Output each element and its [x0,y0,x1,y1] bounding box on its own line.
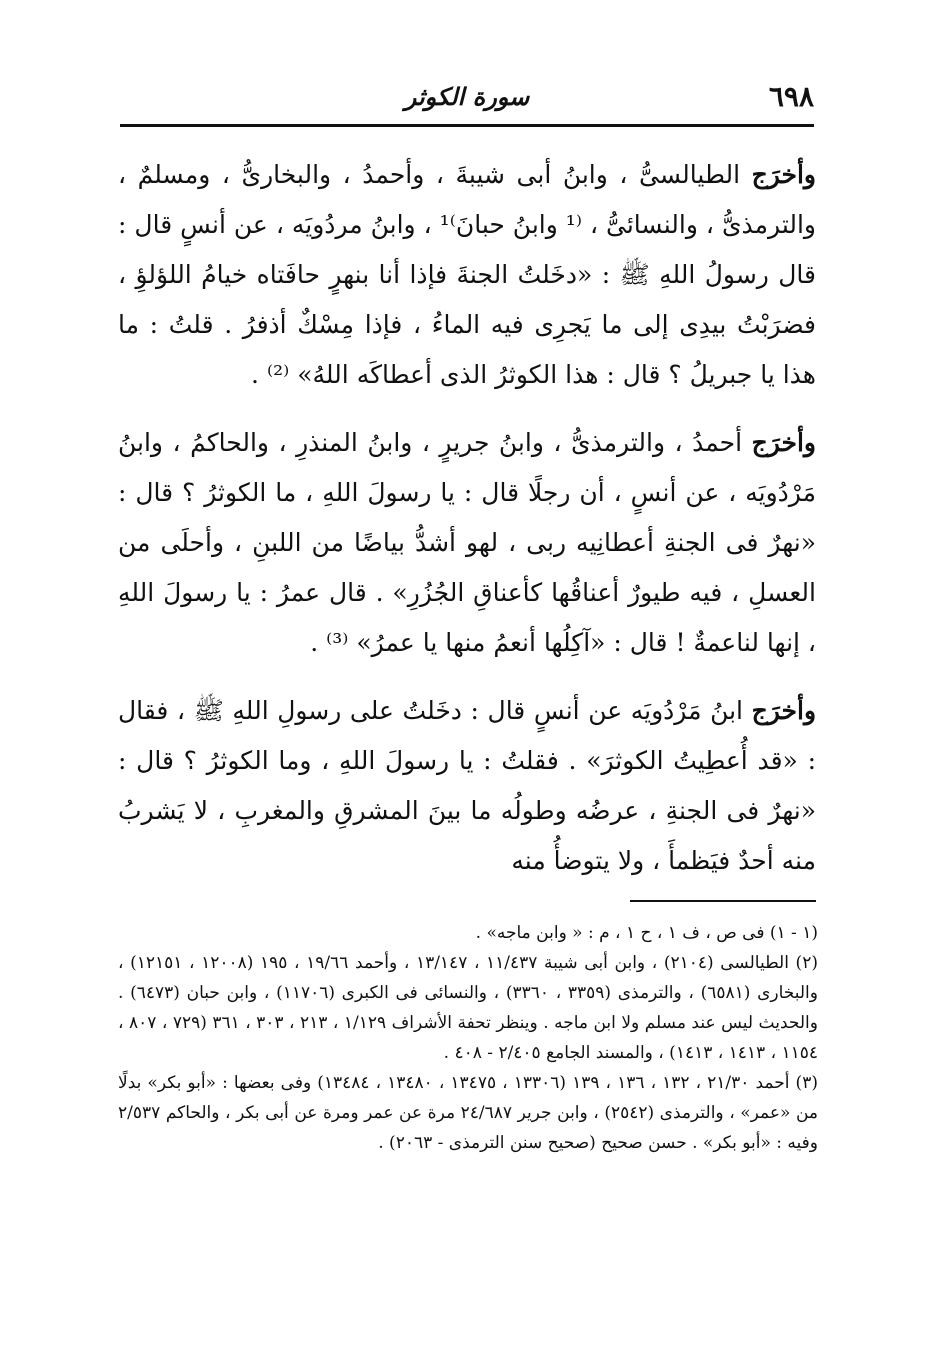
footnote-2: (٢) الطيالسى (٢١٠٤) ، وابن أبى شيبة ١١/٤٣٧ ، ١٣/١٤٧ ، وأحمد ١٩/٦٦ ، ١٩٥ (١٢٠٠٨ ، ١٢١٥١) ، والبخارى (٦٥٨١) ، والترمذى (٣٣٥٩ ، ٣٣٦٠) ، والنسائى فى الكبرى (١١٧٠٦) ، وابن حبان (٦٤٧٣) . والحديث ليس عند مسلم ولا ابن ماجه . وينظر تحفة الأشراف ١/١٢٩ ، ٢١٣ ، ٣٠٣ ، ٣٦١ (٧٢٩ ، ٨٠٧ ، ١١٥٤ ، ١٤١٣ ، ١٤١٣) ، والمسند الجامع ٢/٤٠٥ - ٤٠٨ . [118,953,818,1063]
paragraph-2 [118,418,816,668]
paragraph-text: ابنُ مَرْدُويَه عن أنسٍ قال : دخَلتُ على رسولِ اللهِ ﷺ ، فقال : «قد أُعطِيتُ الكوثرَ» . فقلتُ : يا رسولَ اللهِ ، وما الكوثرُ ؟ قال : «نهرٌ فى الجنةِ ، عرضُه وطولُه ما بينَ المشرقِ والمغربِ ، لا يَشربُ منه أحدٌ فيَظمأَ ، ولا يتوضأُ منه [118,696,816,875]
footnotes [118,918,818,1158]
paragraph-1 [118,150,816,400]
paragraph-lead: وأخرَج [751,428,816,457]
page-number: ٦٩٨ [768,80,814,113]
footnote-1: (١ - ١) فى ص ، ف ١ ، ح ١ ، م : « وابن ماجه» . [475,923,818,943]
paragraph-text: الطيالسىُّ ، وابنُ أبى شيبةَ ، وأحمدُ ، والبخارىُّ ، ومسلمٌ ، والترمذىُّ ، والنسائىُّ ، ⁽¹ وابنُ حبانَ⁾¹ ، وابنُ مردُويَه ، عن أنسٍ قال : قال رسولُ اللهِ ﷺ : «دخَلتُ الجنةَ فإذا أنا بنهرٍ حافَتاه خيامُ اللؤلؤِ ، فضرَبْتُ بيدِى إلى ما يَجرِى فيه الماءُ ، فإذا مِسْكٌ أذفرُ . قلتُ : ما هذا يا جبريلُ ؟ قال : هذا الكوثرُ الذى أعطاكَه اللهُ» ⁽²⁾ . [118,160,816,389]
paragraph-lead: وأخرَج [751,160,816,189]
footnote-3: (٣) أحمد ٢١/٣٠ ، ١٣٢ ، ١٣٦ ، ١٣٩ (١٣٣٠٦ ، ١٣٤٧٥ ، ١٣٤٨٠ ، ١٣٤٨٤) وفى بعضها : «أبو بكر» بدلًا من «عمر» ، والترمذى (٢٥٤٢) ، وابن جرير ٢٤/٦٨٧ مرة عن عمر ومرة عن أبى بكر ، والحاكم ٢/٥٣٧ وفيه : «أبو بكر» . حسن صحيح (صحيح سنن الترمذى - ٢٠٦٣) . [118,1073,818,1153]
header-rule [120,124,814,127]
running-title: سورة الكوثر [404,82,530,111]
page-header [120,78,814,122]
paragraph-3 [118,686,816,886]
paragraph-text: أحمدُ ، والترمذىُّ ، وابنُ جريرٍ ، وابنُ المنذرِ ، والحاكمُ ، وابنُ مَرْدُويَه ، عن أنسٍ ، أن رجلًا قال : يا رسولَ اللهِ ، ما الكوثرُ ؟ قال : «نهرٌ فى الجنةِ أعطانِيه ربى ، لهو أشدُّ بياضًا من اللبنِ ، وأحلَى من العسلِ ، فيه طيورٌ أعناقُها كأعناقِ الجُزُرِ» . قال عمرُ : يا رسولَ اللهِ ، إنها لناعمةٌ ! قال : «آكِلُها أنعمُ منها يا عمرُ» ⁽³⁾ . [118,428,816,657]
main-text [118,150,816,904]
footnote-separator [630,900,816,902]
paragraph-lead: وأخرَج [751,696,817,725]
